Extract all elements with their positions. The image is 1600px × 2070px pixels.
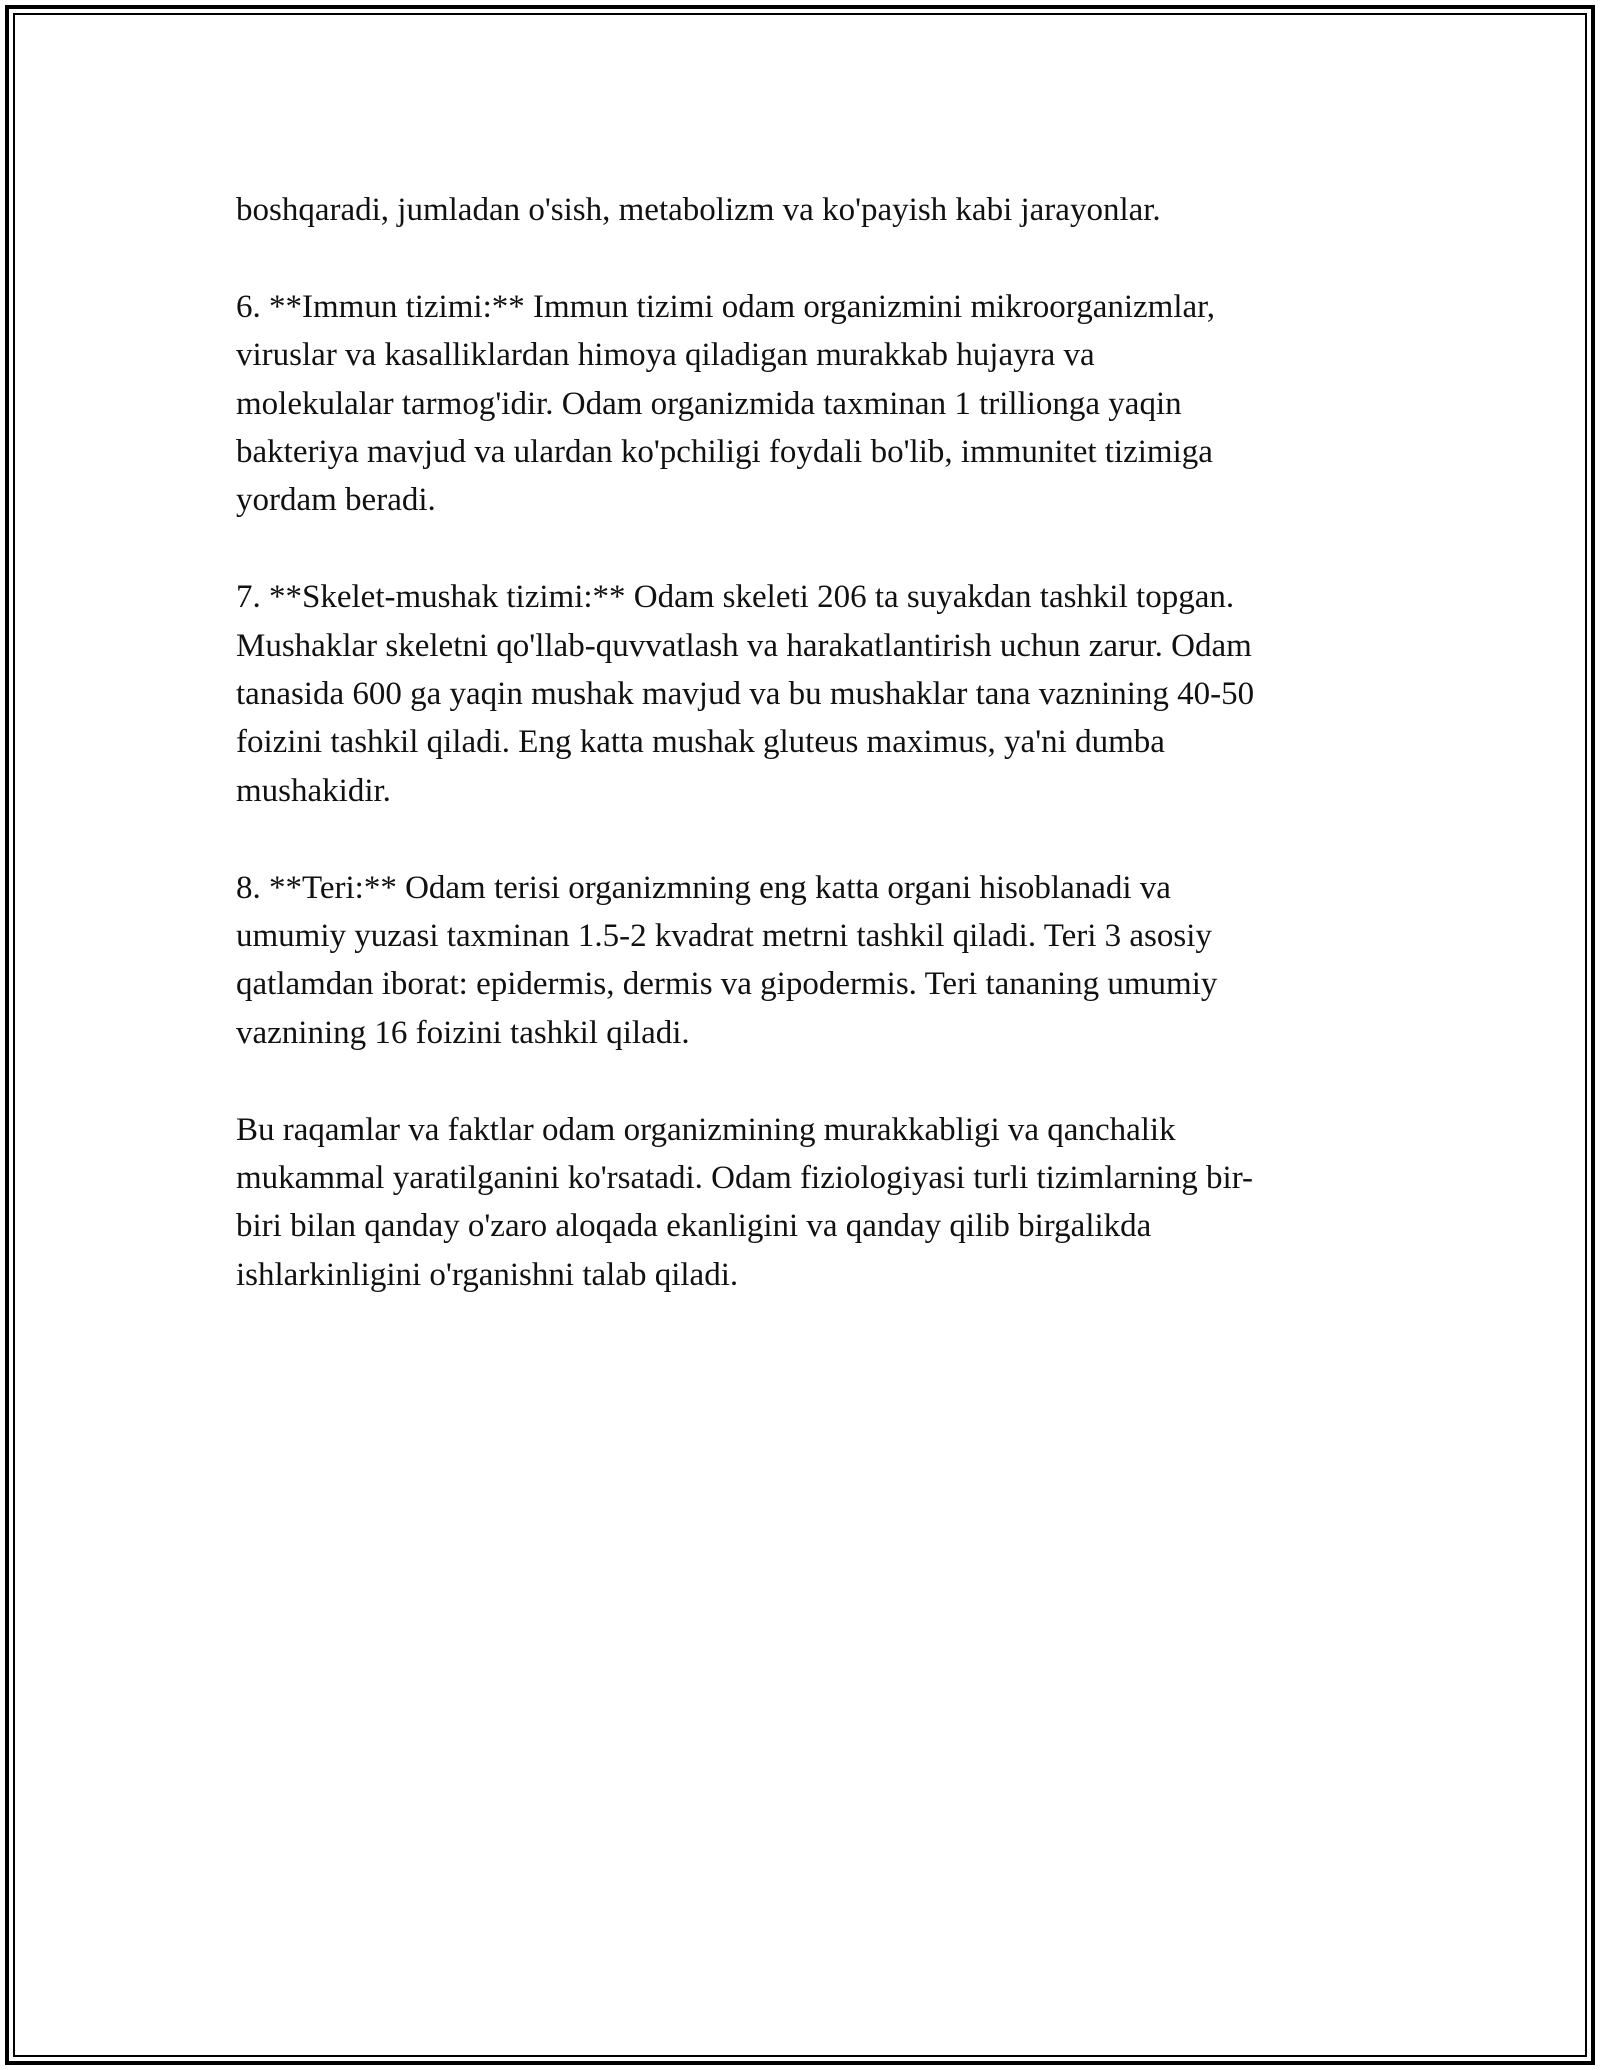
paragraph-immune-system: 6. **Immun tizimi:** Immun tizimi odam organizmini mikroorganizmlar, viruslar va kasalliklardan himoya qiladigan murakkab hujayra va molekulalar tarmog'idir. Odam organizmida taxminan 1 trillionga yaqin bakteriya mavjud va ulardan ko'pchiligi foydali bo'lib, immunitet tizimiga yordam beradi. bbox=[236, 288, 1216, 519]
paragraph-skin: 8. **Teri:** Odam terisi organizmning eng katta organi hisoblanadi va umumiy yuzasi taxminan 1.5-2 kvadrat metrni tashkil qiladi. Teri 3 asosiy qatlamdan iborat: epidermis, dermis va gipodermis. Teri tananing umumiy vaznining 16 foizini tashkil qiladi. bbox=[236, 869, 1218, 1051]
document-body bbox=[236, 186, 1386, 1348]
paragraph-conclusion: Bu raqamlar va faktlar odam organizmining murakkabligi va qanchalik mukammal yaratilganini ko'rsatadi. Odam fiziologiyasi turli tizimlarning bir- biri bilan qanday o'zaro aloqada ekanligini va qanday qilib birgalikda ishlarkinligini o'rganishni talab qiladi. bbox=[236, 1111, 1254, 1293]
paragraph-musculoskeletal-system: 7. **Skelet-mushak tizimi:** Odam skeleti 206 ta suyakdan tashkil topgan. Mushaklar skeletni qo'llab-quvvatlash va harakatlantirish uchun zarur. Odam tanasida 600 ga yaqin mushak mavjud va bu mushaklar tana vaznining 40-50 foizini tashkil qiladi. Eng katta mushak gluteus maximus, ya'ni dumba mushakidir. bbox=[236, 579, 1255, 809]
paragraph-continuation: boshqaradi, jumladan o'sish, metabolizm va ko'payish kabi jarayonlar. bbox=[236, 192, 1161, 228]
